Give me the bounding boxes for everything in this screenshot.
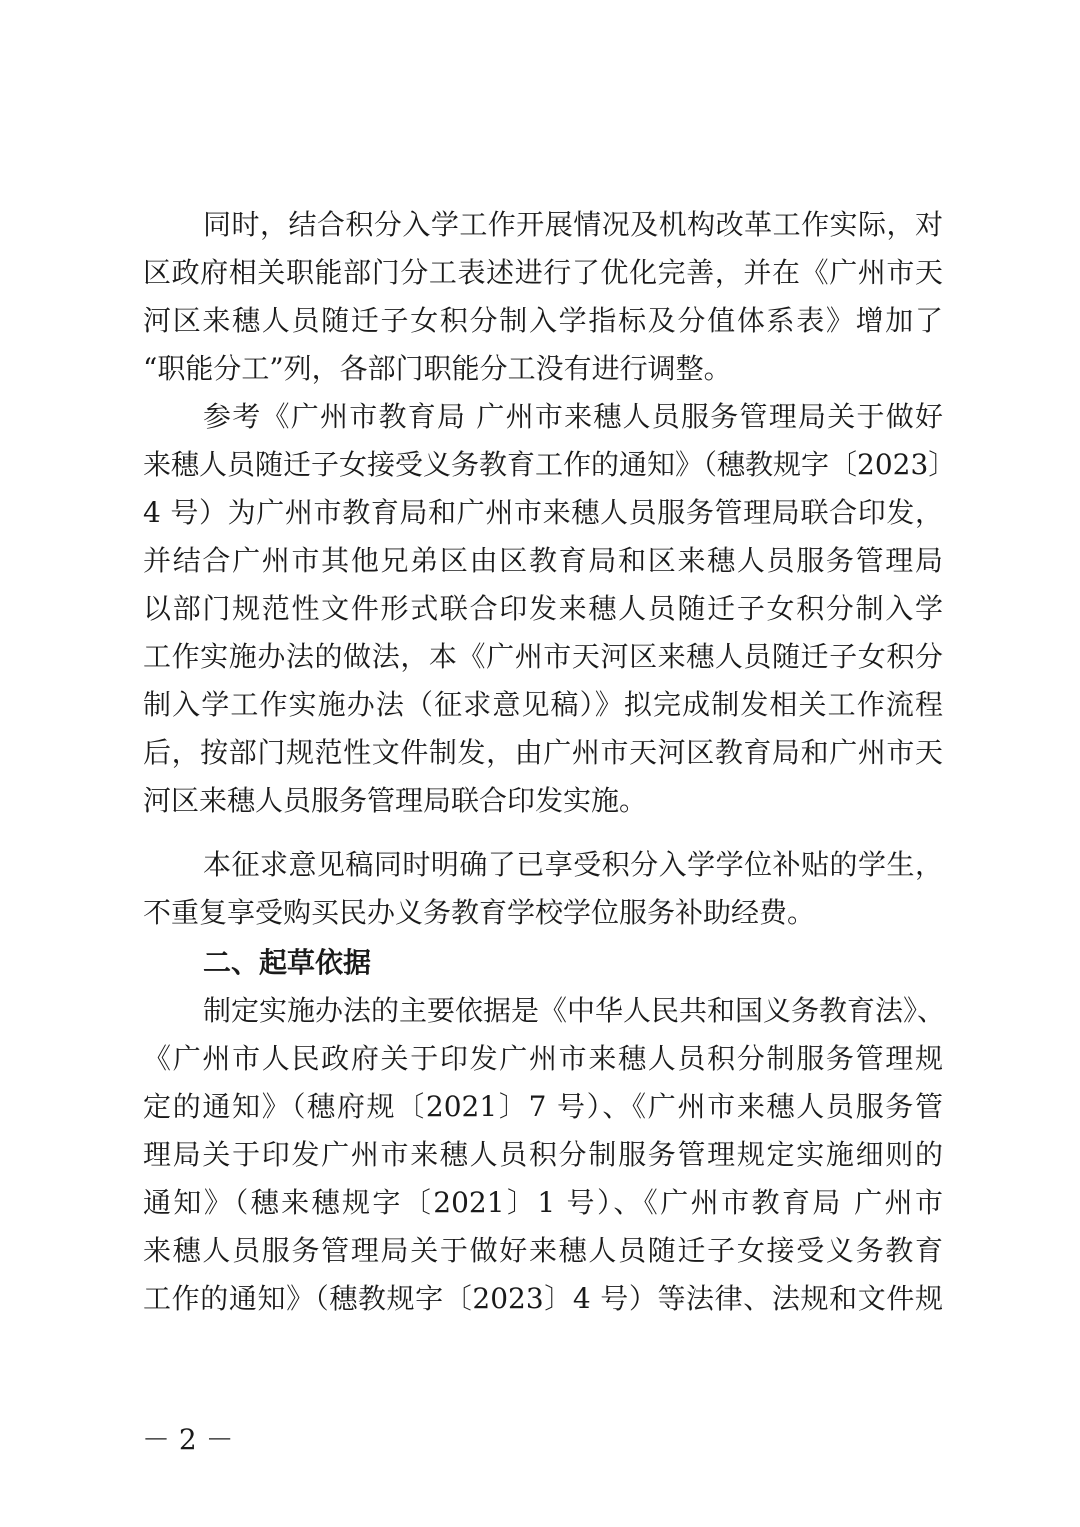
p2-line-1: 参考《广州市教育局 广州市来穗人员服务管理局关于做好 [203,400,943,433]
p4-line-5: 通知》（穗来穗规字〔2021〕1 号）、《广州市教育局 广州市 [143,1186,943,1219]
p4-line-1: 制定实施办法的主要依据是《中华人民共和国义务教育法》、 [203,994,946,1027]
p2-line-3: 4 号）为广州市教育局和广州市来穗人员服务管理局联合印发， [143,496,943,529]
p2-line-9: 河区来穗人员服务管理局联合印发实施。 [143,784,648,817]
p2-line-6: 工作实施办法的做法，本《广州市天河区来穗人员随迁子女积分 [143,640,943,673]
p4-line-3: 定的通知》（穗府规〔2021〕7 号）、《广州市来穗人员服务管 [143,1090,943,1123]
page-number: － 2 － [142,1423,234,1456]
section-heading: 二、起草依据 [203,946,372,979]
p2-line-7: 制入学工作实施办法（征求意见稿）》拟完成制发相关工作流程 [143,688,943,721]
p1-line-4: “职能分工”列，各部门职能分工没有进行调整。 [143,352,732,385]
p1-line-1: 同时，结合积分入学工作开展情况及机构改革工作实际，对 [203,208,943,241]
p2-line-8: 后，按部门规范性文件制发，由广州市天河区教育局和广州市天 [143,736,943,769]
p4-line-6: 来穗人员服务管理局关于做好来穗人员随迁子女接受义务教育 [143,1234,943,1267]
p3-line-1: 本征求意见稿同时明确了已享受积分入学学位补贴的学生， [203,848,943,881]
p4-line-4: 理局关于印发广州市来穗人员积分制服务管理规定实施细则的 [143,1138,943,1171]
p4-line-2: 《广州市人民政府关于印发广州市来穗人员积分制服务管理规 [143,1042,943,1075]
p1-line-2: 区政府相关职能部门分工表述进行了优化完善，并在《广州市天 [143,256,943,289]
p1-line-3: 河区来穗人员随迁子女积分制入学指标及分值体系表》增加了 [143,304,943,337]
p2-line-5: 以部门规范性文件形式联合印发来穗人员随迁子女积分制入学 [143,592,943,625]
p3-line-2: 不重复享受购买民办义务教育学校学位服务补助经费。 [143,896,816,929]
p2-line-2: 来穗人员随迁子女接受义务教育工作的通知》（穗教规字〔2023〕 [143,448,957,481]
p4-line-7: 工作的通知》（穗教规字〔2023〕4 号）等法律、法规和文件规 [143,1282,943,1315]
p2-line-4: 并结合广州市其他兄弟区由区教育局和区来穗人员服务管理局 [143,544,943,577]
